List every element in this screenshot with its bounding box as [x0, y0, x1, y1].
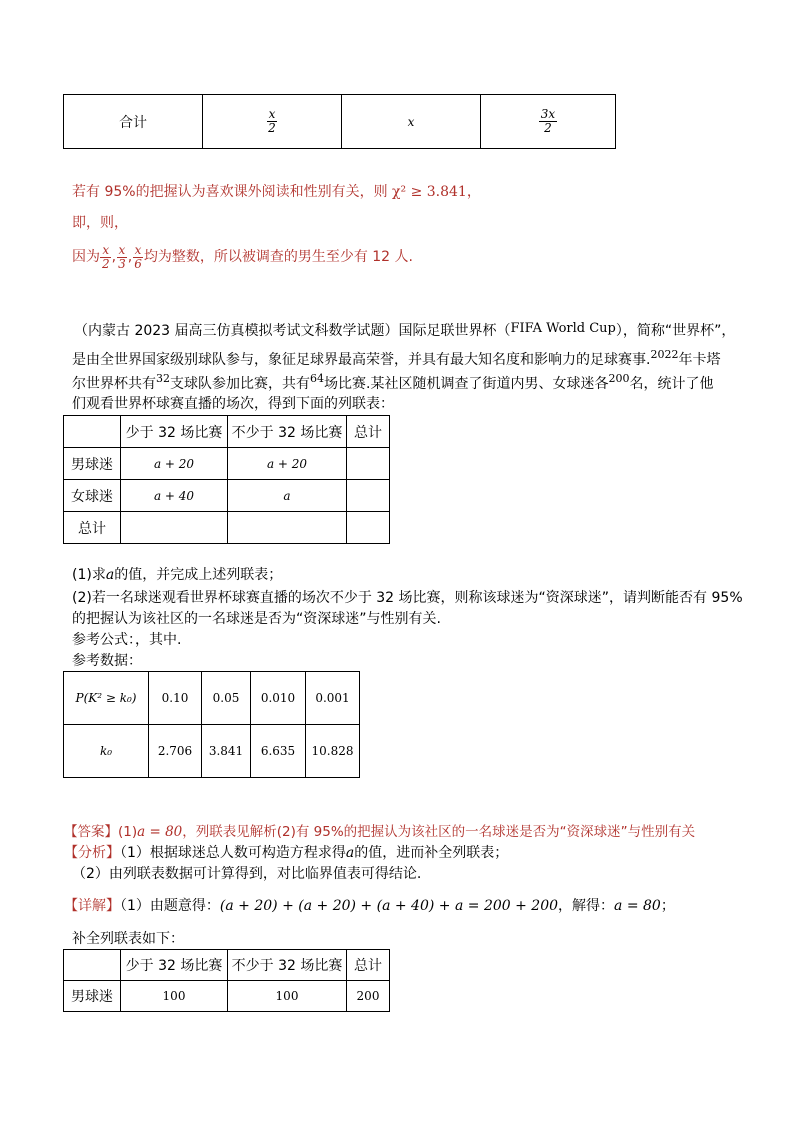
ref-cell: 0.001 [306, 672, 360, 725]
contingency-table [63, 415, 390, 544]
problem-line-4: 们观看世界杯球赛直播的场次，得到下面的列联表： [72, 396, 394, 412]
ft-header-empty [64, 950, 121, 981]
ref-row1-label: P(K² ≥ k₀) [64, 672, 149, 725]
ref-cell: 0.05 [202, 672, 251, 725]
ref-cell: 6.635 [251, 725, 306, 778]
problem-line-1: （内蒙古 2023 届高三仿真模拟考试文科数学试题）国际足联世界杯（FIFA World Cup），简称“世界杯”， [74, 321, 736, 339]
table-row [64, 448, 390, 480]
ct-header-empty [64, 416, 121, 448]
problem-line-2: 是由全世界国家级别球队参与，象征足球界最高荣誉，并具有最大知名度和影响力的足球赛事.$^{2022}$年卡塔 [72, 348, 721, 368]
top-table-cell-3: $\frac{3x}{2}$ [481, 95, 616, 149]
ref-cell: 0.10 [149, 672, 202, 725]
ct-row-label: 女球迷 [64, 480, 121, 512]
answer-line: 【答案】(1)a = 80，列联表见解析(2)有 95%的把握认为该社区的一名球迷是否为“资深球迷”与性别有关 [64, 824, 696, 840]
table-row [64, 981, 390, 1012]
ref-cell: 3.841 [202, 725, 251, 778]
filled-contingency-table [63, 949, 390, 1012]
ct-cell [121, 512, 228, 544]
ft-header-notless: 不少于 32 场比赛 [228, 950, 347, 981]
ct-cell [347, 512, 390, 544]
ref-cell: 0.010 [251, 672, 306, 725]
ft-cell: 100 [228, 981, 347, 1012]
solution-line-2: 即，则， [72, 215, 128, 231]
ft-cell: 100 [121, 981, 228, 1012]
ft-header-less: 少于 32 场比赛 [121, 950, 228, 981]
ct-cell: a + 20 [121, 448, 228, 480]
problem-line-3: 尔世界杯共有$^{32}$支球队参加比赛，共有$^{64}$场比赛.某社区随机调查了街道内男、女球迷各$^{200}$名，统计了他 [72, 372, 714, 392]
ct-header-less: 少于 32 场比赛 [121, 416, 228, 448]
ref-cell: 10.828 [306, 725, 360, 778]
top-table-cell-2: x [342, 95, 481, 149]
ct-row-label: 男球迷 [64, 448, 121, 480]
reference-table [63, 671, 360, 778]
detail-line: 【详解】（1）由题意得：(a + 20) + (a + 20) + (a + 40) + a = 200 + 200，解得：a = 80； [64, 898, 675, 914]
ref-row2-label: k₀ [64, 725, 149, 778]
ct-cell [347, 448, 390, 480]
question-2-line-1: (2)若一名球迷观看世界杯球赛直播的场次不少于 32 场比赛，则称该球迷为“资深球迷”，请判断能否有 95% [72, 590, 743, 606]
table-row [64, 512, 390, 544]
reference-data-label: 参考数据： [72, 653, 142, 669]
solution-line-1: 若有 95%的把握认为喜欢课外阅读和性别有关，则 χ² ≥ 3.841， [72, 184, 481, 200]
ft-row-label: 男球迷 [64, 981, 121, 1012]
top-table-cell-1: $\frac{x}{2}$ [203, 95, 342, 149]
top-table-label: 合计 [64, 95, 203, 149]
ct-cell: a [228, 480, 347, 512]
ct-row-label: 总计 [64, 512, 121, 544]
top-summary-table [63, 94, 616, 149]
reference-formula: 参考公式：，其中. [72, 632, 182, 648]
fill-table-caption: 补全列联表如下： [72, 931, 184, 947]
ft-cell: 200 [347, 981, 390, 1012]
ct-cell: a + 40 [121, 480, 228, 512]
ft-header-total: 总计 [347, 950, 390, 981]
ct-cell [228, 512, 347, 544]
ref-cell: 2.706 [149, 725, 202, 778]
question-1: (1)求a的值，并完成上述列联表； [72, 567, 283, 583]
analysis-line-2: （2）由列联表数据可计算得到，对比临界值表可得结论. [72, 866, 422, 882]
ct-header-total: 总计 [347, 416, 390, 448]
table-row [64, 480, 390, 512]
ct-header-notless: 不少于 32 场比赛 [228, 416, 347, 448]
analysis-line-1: 【分析】（1）根据球迷总人数可构造方程求得a的值，进而补全列联表； [64, 845, 509, 861]
ct-cell: a + 20 [228, 448, 347, 480]
solution-line-3: 因为 $\frac{x}{2}$ , $\frac{x}{3}$ , $\frac{x}{6}$ 均为整数，所以被调查的男生至少有 12 人. [72, 242, 413, 271]
ct-cell [347, 480, 390, 512]
question-2-line-2: 的把握认为该社区的一名球迷是否为“资深球迷”与性别有关. [72, 611, 441, 627]
